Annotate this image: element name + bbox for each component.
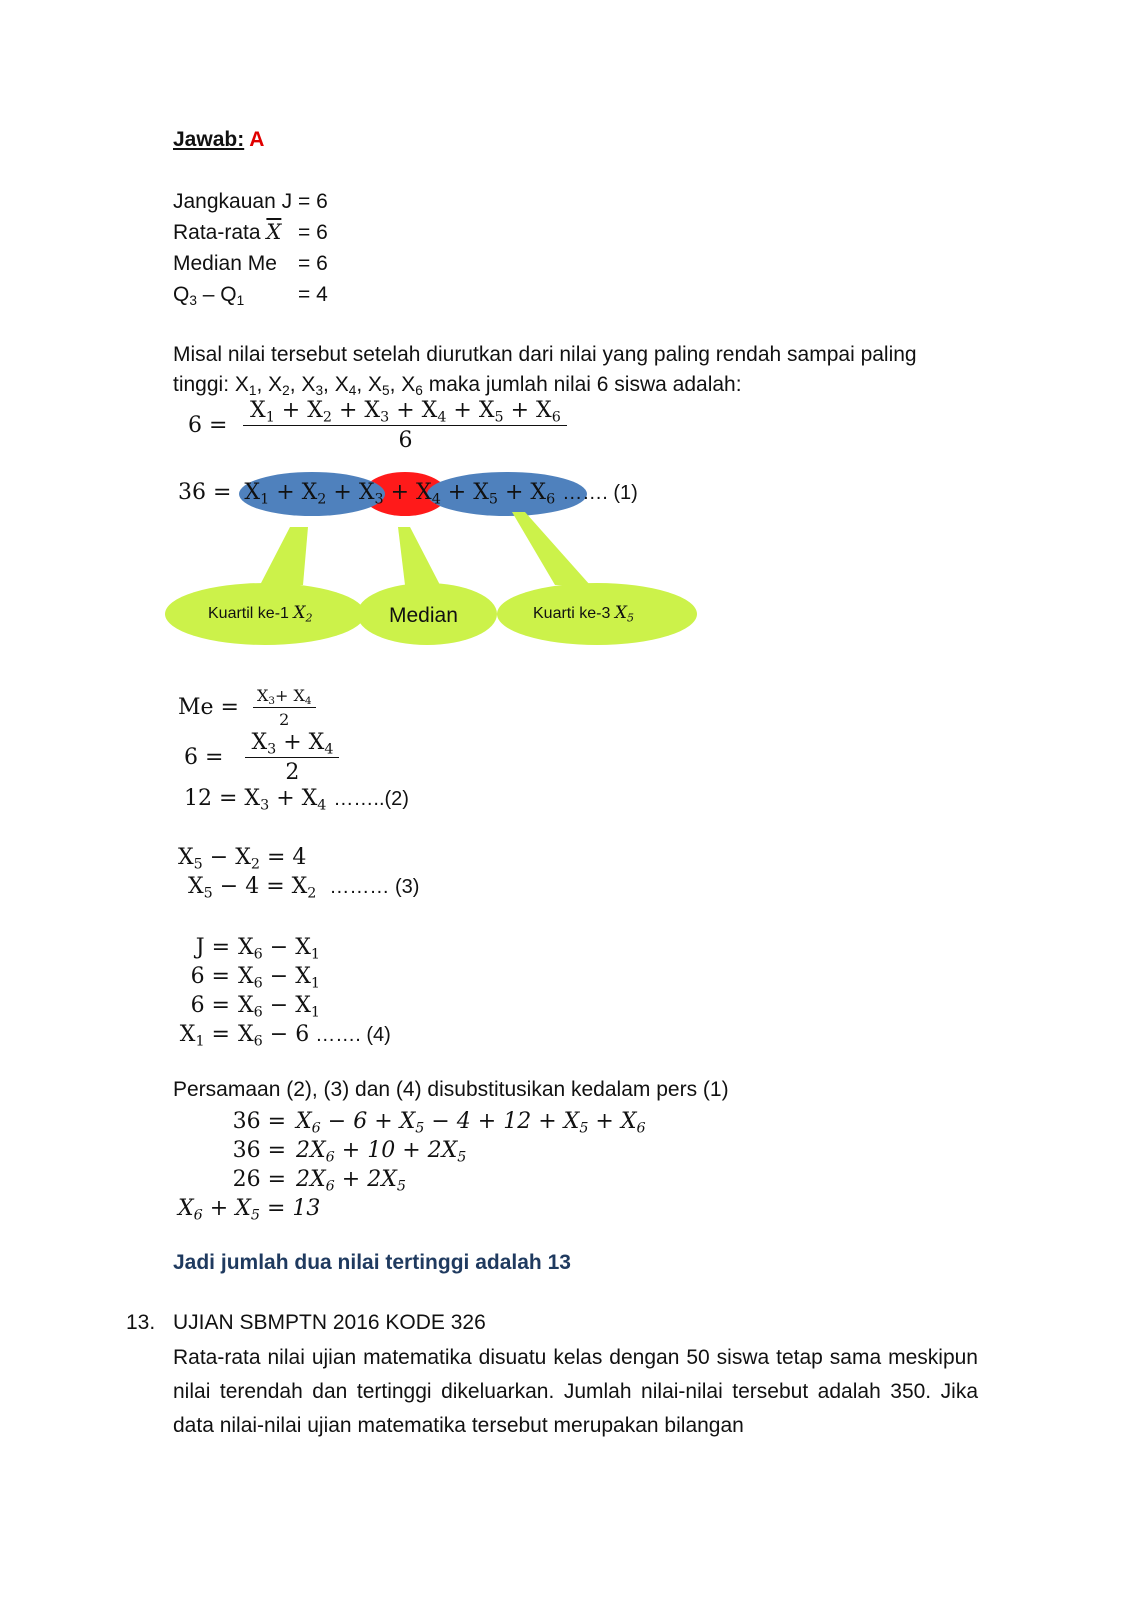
range-eq-1-lhs: J = [195, 935, 230, 960]
problem-title: UJIAN SBMPTN 2016 KODE 326 [173, 1311, 486, 1334]
substitution-equations [178, 1107, 646, 1223]
range-eq-1-rhs: $X_6 - X_1$ [238, 935, 320, 963]
range-equations [178, 933, 391, 1050]
subst-eq-2-rhs: $2X_6 + 10 + 2X_5$ [296, 1138, 467, 1166]
median-eq-3-lhs: 12 = [184, 786, 238, 811]
callout-pointer-q1 [260, 527, 308, 585]
median-eq-1-lhs: Me = [178, 695, 239, 720]
problem-text: Rata-rata nilai ujian matematika disuatu kelas dengan 50 siswa tetap sama meskipun nilai terendah dan tertinggi dikeluarkan. Jumlah nilai-nilai tersebut adalah 350. Jika data nilai-nilai ujian matematika tersebut merupakan bilangan [173, 1346, 978, 1437]
callout-q1-text: Kuartil ke-1 [208, 605, 289, 622]
subst-result: $X_6 + X_5 = 13$ [178, 1196, 321, 1224]
quartile-eq-2-tag: ……… (3) [329, 876, 420, 898]
sum-eq-tag: ……. (1) [562, 482, 638, 504]
quartile-eq-2-text: $X_5 - 4 = X_2$ [188, 874, 317, 902]
range-eq-4-tag: ……. (4) [315, 1024, 391, 1046]
sum-eq-rhs: $X_1 + X_2 + X_3 + X_4 + X_5 + X_6$ [244, 480, 556, 508]
range-eq-4-lhs: $X_1$ = [179, 1022, 230, 1050]
quartile-eq-2 [188, 874, 420, 902]
median-eq-3 [184, 786, 409, 814]
stat-mean-symbol: $\overline{X}$ [266, 220, 282, 244]
range-eq-3-rhs: $X_6 - X_1$ [238, 993, 320, 1021]
mean-eq-lhs: 6 = [188, 413, 228, 438]
callout-pointer-q3 [512, 512, 590, 585]
median-eq-1-den: 2 [279, 710, 290, 729]
median-eq-2 [184, 730, 339, 785]
median-eq-1-num: $X_3+ X_4$ [253, 686, 316, 708]
median-eq-1 [178, 686, 316, 729]
conclusion: Jadi jumlah dua nilai tertinggi adalah 13 [173, 1251, 571, 1274]
answer-option: A [249, 128, 265, 151]
range-eq-2-lhs: 6 = [190, 964, 230, 989]
stat-range-label: Jangkauan J [173, 190, 293, 213]
median-eq-2-lhs: 6 = [184, 745, 224, 770]
median-eq-2-den: 2 [285, 760, 300, 785]
mean-equation [188, 398, 567, 453]
subst-eq-1-rhs: $X_6 - 6 + X_5 - 4 + 12 + X_5 + X_6$ [296, 1109, 646, 1137]
stat-mean-label: Rata-rata [173, 221, 261, 244]
range-eq-2-rhs: $X_6 - X_1$ [238, 964, 320, 992]
range-eq-3-lhs: 6 = [190, 993, 230, 1018]
substitution-intro: Persamaan (2), (3) dan (4) disubstitusikan kedalam pers (1) [173, 1078, 729, 1101]
callout-median-label: Median [389, 604, 458, 627]
median-eq-3-tag: ……..(2) [333, 788, 409, 810]
mean-eq-numerator: $X_1 + X_2 + X_3 + X_4 + X_5 + X_6$ [243, 398, 567, 426]
answer-heading [173, 128, 264, 152]
callout-pointer-median [398, 527, 440, 585]
range-eq-4-rhs: $X_6 - 6$ [238, 1022, 310, 1050]
median-eq-3-rhs: $X_3 + X_4$ [244, 786, 327, 814]
stat-iqr-value: = 4 [298, 283, 328, 306]
intro-line-1: Misal nilai tersebut setelah diurutkan dari nilai yang paling rendah sampai paling [173, 343, 917, 366]
subst-eq-3-lhs: 26 = [232, 1167, 286, 1192]
callout-q1-var: $X_2$ [293, 603, 313, 625]
stat-mean-value: = 6 [298, 221, 328, 244]
median-eq-2-num: $X_3 + X_4$ [245, 730, 339, 758]
sum-eq-lhs: 36 = [178, 480, 232, 505]
intro-line-2: tinggi: $X_1$, $X_2$, $X_3$, $X_4$, $X_5$, $X_6$ maka jumlah nilai 6 siswa adalah: [173, 373, 742, 399]
stat-iqr-label: $Q_3 - Q_1$ [173, 283, 245, 309]
subst-eq-3-rhs: $2X_6 + 2X_5$ [296, 1167, 406, 1195]
mean-eq-denominator: 6 [398, 428, 413, 453]
callout-q1-label [208, 603, 313, 623]
callout-q3-label [533, 603, 634, 623]
subst-eq-2-lhs: 36 = [232, 1138, 286, 1163]
problem-number: 13. [126, 1311, 156, 1334]
subst-eq-1-lhs: 36 = [232, 1109, 286, 1134]
callout-q3-text: Kuarti ke-3 [533, 605, 611, 622]
sum-equation [178, 480, 638, 508]
stat-median-value: = 6 [298, 252, 328, 275]
stat-range-value: = 6 [298, 190, 328, 213]
answer-label: Jawab: [173, 128, 245, 151]
quartile-eq-1: $X_5 - X_2 = 4$ [178, 845, 307, 873]
stat-median-label: Median Me [173, 252, 277, 275]
intro-paragraph [173, 340, 917, 400]
callout-q3-var: $X_5$ [614, 603, 634, 625]
given-stats [173, 186, 328, 310]
